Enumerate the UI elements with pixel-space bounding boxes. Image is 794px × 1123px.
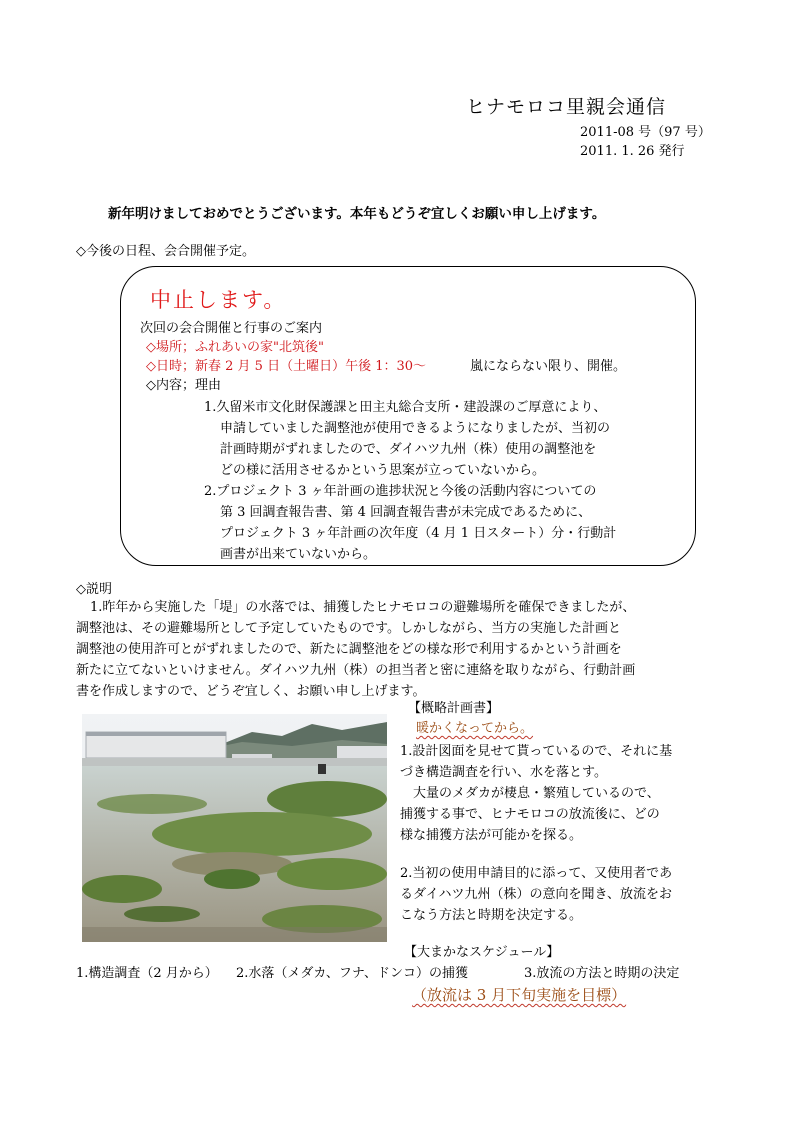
reason-line: 計画時期がずれましたので、ダイハツ九州（株）使用の調整池を <box>220 442 597 457</box>
plan-line: 捕獲する事で、ヒナモロコの放流後に、どの <box>400 807 660 822</box>
reason-line: 第 3 回調査報告書、第 4 回調査報告書が未完成であるために、 <box>220 505 592 520</box>
notice-content-label: ◇内容；理由 <box>146 378 221 393</box>
new-year-greeting: 新年明けましておめでとうございます。本年もどうぞ宜しくお願い申し上げます。 <box>108 206 606 222</box>
explanation-line: 新たに立てないといけません。ダイハツ九州（株）の担当者と密に連絡を取りながら、行動計画 <box>76 663 636 678</box>
explanation-line: 調整池の使用許可とがずれましたので、新たに調整池をどの様な形で利用するかという計画を <box>76 642 622 657</box>
schedule-heading: ◇今後の日程、会合開催予定。 <box>76 244 255 259</box>
schedule-item-2: 2.水落（メダカ、フナ、ドンコ）の捕獲 <box>236 966 468 981</box>
pond-photo <box>82 714 387 942</box>
cancel-notice: 中止します。 <box>150 288 287 312</box>
reason-line: 1.久留米市文化財保護課と田主丸総合支所・建設課のご厚意により、 <box>204 400 607 415</box>
plan-line: るダイハツ九州（株）の意向を聞き、放流をお <box>400 887 672 902</box>
notice-datetime: ◇日時；新春 2 月 5 日（土曜日）午後 1：30～ <box>146 359 427 374</box>
plan-heading: 【概略計画書】 <box>408 701 500 716</box>
notice-intro: 次回の会合開催と行事のご案内 <box>140 321 323 336</box>
reason-line: プロジェクト 3 ヶ年計画の次年度（4 月 1 日スタート）分・行動計 <box>220 526 617 541</box>
explanation-line: 1.昨年から実施した「堤」の水落では、捕獲したヒナモロコの避難場所を確保できましたが、 <box>90 600 636 615</box>
reason-line: 2.プロジェクト 3 ヶ年計画の進捗状況と今後の活動内容についての <box>204 484 597 499</box>
plan-line: こなう方法と時期を決定する。 <box>400 908 583 923</box>
schedule-item-3: 3.放流の方法と時期の決定 <box>524 966 680 981</box>
release-target: （放流は 3 月下旬実施を目標） <box>412 986 627 1004</box>
issue-date: 2011. 1. 26 発行 <box>580 144 685 159</box>
issue-number: 2011-08 号（97 号） <box>580 125 711 140</box>
plan-line: 1.設計図面を見せて貰っているので、それに基 <box>400 744 673 759</box>
explanation-line: 調整池は、その避難場所として予定していたものです。しかしながら、当方の実施した計画と <box>76 621 621 636</box>
plan-timing: 暖かくなってから。 <box>416 721 534 736</box>
schedule-block-heading: 【大まかなスケジュール】 <box>404 945 560 960</box>
notice-place: ◇場所；ふれあいの家"北筑後" <box>146 340 324 355</box>
schedule-item-1: 1.構造調査（2 月から） <box>76 966 218 981</box>
notice-weather: 嵐にならない限り、開催。 <box>470 359 627 374</box>
plan-line: 2.当初の使用申請目的に添って、又使用者であ <box>400 866 673 881</box>
reason-line: どの様に活用させるかという思案が立っていないから。 <box>220 463 546 478</box>
plan-line: 大量のメダカが棲息・繁殖しているので、 <box>400 786 660 801</box>
reason-line: 画書が出来ていないから。 <box>220 547 377 562</box>
explanation-line: 書を作成しますので、どうぞ宜しく、お願い申し上げます。 <box>76 684 426 699</box>
newsletter-title: ヒナモロコ里親会通信 <box>466 96 667 118</box>
plan-line: づき構造調査を行い、水を落とす。 <box>400 765 607 780</box>
explanation-heading: ◇説明 <box>76 582 112 597</box>
plan-line: 様な捕獲方法が可能かを探る。 <box>400 828 583 843</box>
reason-line: 申請していました調整池が使用できるようになりましたが、当初の <box>220 421 611 436</box>
